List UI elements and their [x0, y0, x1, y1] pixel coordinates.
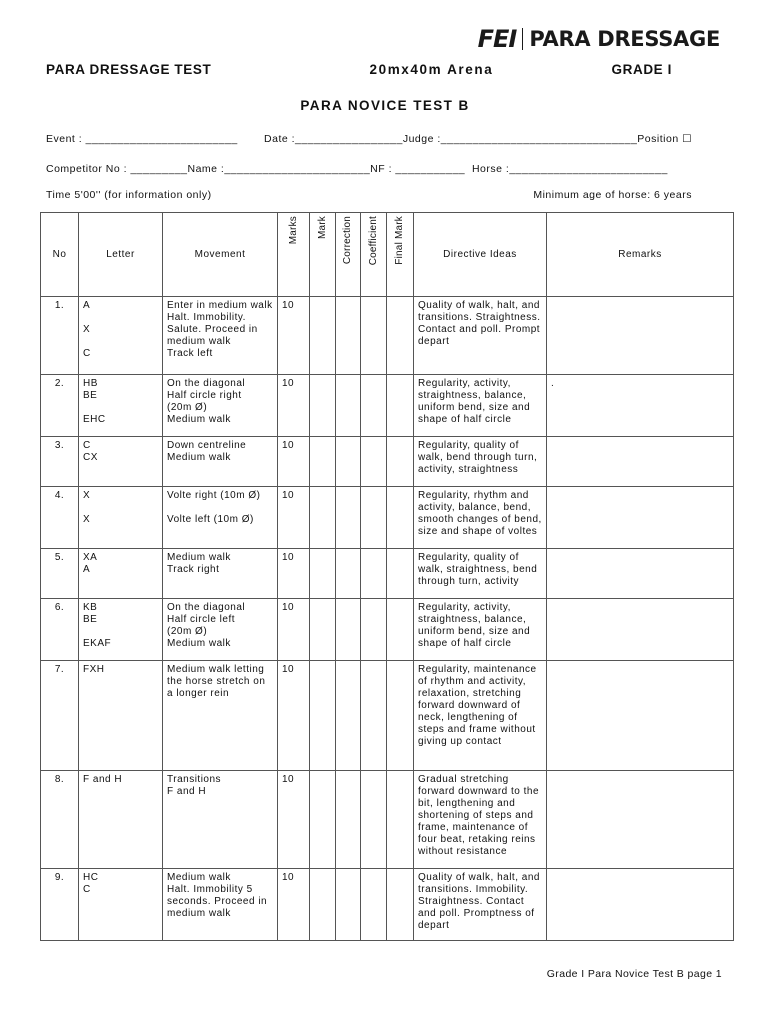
arena-letter: X — [83, 324, 91, 335]
arena-letter — [83, 626, 158, 638]
marks-value: 10 — [278, 437, 310, 487]
mark-cell[interactable] — [310, 869, 336, 941]
correction-cell[interactable] — [336, 661, 361, 771]
movement-number: 8. — [41, 771, 79, 869]
header-marks — [278, 213, 310, 297]
directive-ideas: Regularity, maintenance of rhythm and activity, relaxation, stretching forward downward of neck, lengthening of steps and frame without giving up contact — [414, 661, 547, 771]
marks-value: 10 — [278, 487, 310, 549]
movement-line: Medium walk — [167, 414, 231, 425]
arena-size: 20mx40m Arena — [369, 62, 494, 77]
movement-line: Track right — [167, 564, 220, 575]
directive-ideas: Regularity, quality of walk, straightness, bend through turn, activity — [414, 549, 547, 599]
movement-number: 2. — [41, 375, 79, 437]
final-mark-cell[interactable] — [387, 375, 414, 437]
remarks-cell[interactable] — [547, 599, 734, 661]
arena-letter — [83, 402, 158, 414]
header-remarks: Remarks — [547, 213, 734, 297]
remarks-cell[interactable] — [547, 869, 734, 941]
mark-cell[interactable] — [310, 375, 336, 437]
movement-letters — [79, 437, 163, 487]
final-mark-cell[interactable] — [387, 771, 414, 869]
movement-line: Salute. Proceed in medium walk — [167, 324, 258, 347]
mark-cell[interactable] — [310, 549, 336, 599]
arena-letter: C — [83, 884, 91, 895]
movement-line — [167, 502, 273, 514]
final-mark-cell[interactable] — [387, 487, 414, 549]
final-mark-cell[interactable] — [387, 599, 414, 661]
arena-letter: XA — [83, 552, 98, 563]
movement-letters — [79, 487, 163, 549]
header-marks-label: Marks — [287, 215, 299, 244]
correction-cell[interactable] — [336, 487, 361, 549]
arena-letter — [83, 336, 158, 348]
page-footer: Grade I Para Novice Test B page 1 — [546, 968, 722, 980]
arena-letter: CX — [83, 452, 98, 463]
test-name: PARA NOVICE TEST B — [300, 98, 470, 113]
arena-letter: FXH — [83, 664, 105, 675]
movement-number: 1. — [41, 297, 79, 375]
arena-letter: F and H — [83, 774, 123, 785]
movement-letters — [79, 771, 163, 869]
movement-number: 3. — [41, 437, 79, 487]
fei-para-dressage-logo — [478, 26, 720, 52]
movement-description — [163, 599, 278, 661]
score-sheet-table — [40, 212, 734, 941]
movement-description — [163, 437, 278, 487]
arena-letter: A — [83, 564, 91, 575]
marks-value: 10 — [278, 661, 310, 771]
header-letter: Letter — [79, 213, 163, 297]
arena-letter — [83, 312, 158, 324]
remarks-cell[interactable] — [547, 437, 734, 487]
movement-line: On the diagonal — [167, 378, 246, 389]
arena-letter: X — [83, 514, 91, 525]
table-row — [41, 869, 734, 941]
marks-value: 10 — [278, 771, 310, 869]
movement-line: Transitions — [167, 774, 222, 785]
coefficient-cell[interactable] — [361, 487, 387, 549]
coefficient-cell[interactable] — [361, 437, 387, 487]
movement-letters — [79, 297, 163, 375]
movement-line: Half circle left — [167, 614, 236, 625]
date-judge-position-field: Date :_________________Judge :_______________________________Position ☐ — [264, 133, 692, 145]
movement-number: 5. — [41, 549, 79, 599]
table-row — [41, 297, 734, 375]
final-mark-cell[interactable] — [387, 297, 414, 375]
movement-number: 7. — [41, 661, 79, 771]
movement-line: (20m Ø) — [167, 402, 208, 413]
arena-letter: C — [83, 348, 91, 359]
directive-ideas: Gradual stretching forward downward to the bit, lengthening and shortening of steps and frame, maintenance of four beat, retaking reins without resistance — [414, 771, 547, 869]
movement-letters — [79, 599, 163, 661]
movement-line: Medium walk — [167, 872, 231, 883]
movement-line: Medium walk — [167, 638, 231, 649]
header-mark — [310, 213, 336, 297]
directive-ideas: Regularity, quality of walk, bend through turn, activity, straightness — [414, 437, 547, 487]
movement-description — [163, 297, 278, 375]
arena-letter — [83, 502, 158, 514]
movement-line: Track left — [167, 348, 213, 359]
movement-description — [163, 487, 278, 549]
table-header-row — [41, 213, 734, 297]
movement-line: Volte right (10m Ø) — [167, 490, 261, 501]
header-no: No — [41, 213, 79, 297]
movement-number: 9. — [41, 869, 79, 941]
coefficient-cell[interactable] — [361, 869, 387, 941]
table-row — [41, 599, 734, 661]
movement-description — [163, 375, 278, 437]
remarks-cell[interactable] — [547, 549, 734, 599]
coefficient-cell[interactable] — [361, 771, 387, 869]
movement-line: Down centreline — [167, 440, 247, 451]
final-mark-cell[interactable] — [387, 549, 414, 599]
directive-ideas: Regularity, activity, straightness, balance, uniform bend, size and shape of half circle — [414, 375, 547, 437]
movement-line: F and H — [167, 786, 207, 797]
logo-text: PARA DRESSAGE — [529, 27, 720, 51]
table-row — [41, 661, 734, 771]
final-mark-cell[interactable] — [387, 869, 414, 941]
directive-ideas: Quality of walk, halt, and transitions. Straightness. Contact and poll. Prompt depart — [414, 297, 547, 375]
directive-ideas: Quality of walk, halt, and transitions. Immobility. Straightness. Contact and poll. Promptness of depart — [414, 869, 547, 941]
remarks-cell[interactable] — [547, 487, 734, 549]
correction-cell[interactable] — [336, 869, 361, 941]
header-final-mark-label: Final Mark — [394, 215, 405, 265]
arena-letter: KB — [83, 602, 98, 613]
table-row — [41, 549, 734, 599]
header-correction — [336, 213, 361, 297]
remarks-cell[interactable] — [547, 661, 734, 771]
directive-ideas: Regularity, activity, straightness, balance, uniform bend, size and shape of half circle — [414, 599, 547, 661]
movement-line: Medium walk — [167, 452, 231, 463]
coefficient-cell[interactable] — [361, 661, 387, 771]
minimum-horse-age: Minimum age of horse: 6 years — [533, 189, 692, 201]
coefficient-cell[interactable] — [361, 599, 387, 661]
test-type-title: PARA DRESSAGE TEST — [46, 62, 212, 77]
movement-letters — [79, 661, 163, 771]
marks-value: 10 — [278, 375, 310, 437]
correction-cell[interactable] — [336, 771, 361, 869]
remarks-cell[interactable]: . — [547, 375, 734, 437]
arena-letter: BE — [83, 390, 98, 401]
table-row — [41, 487, 734, 549]
movement-number: 4. — [41, 487, 79, 549]
movement-line: Volte left (10m Ø) — [167, 514, 254, 525]
header-coefficient-label: Coefficient — [367, 215, 379, 265]
movement-line: Halt. Immobility. — [167, 312, 246, 323]
arena-letter: EKAF — [83, 638, 112, 649]
header-directive-ideas: Directive Ideas — [414, 213, 547, 297]
arena-letter: C — [83, 440, 91, 451]
movement-line: Halt. Immobility 5 seconds. Proceed in medium walk — [167, 884, 268, 919]
header-correction-label: Correction — [342, 215, 353, 264]
correction-cell[interactable] — [336, 549, 361, 599]
fei-logo-mark: FEI — [477, 25, 517, 53]
header-movement: Movement — [163, 213, 278, 297]
arena-letter: BE — [83, 614, 98, 625]
arena-letter: A — [83, 300, 91, 311]
correction-cell[interactable] — [336, 297, 361, 375]
mark-cell[interactable] — [310, 661, 336, 771]
movement-line: Medium walk — [167, 552, 231, 563]
arena-letter: EHC — [83, 414, 106, 425]
marks-value: 10 — [278, 549, 310, 599]
movement-line: On the diagonal — [167, 602, 246, 613]
title-row — [46, 62, 672, 77]
movement-line: Enter in medium walk — [167, 300, 273, 311]
movement-letters — [79, 869, 163, 941]
movement-description — [163, 661, 278, 771]
final-mark-cell[interactable] — [387, 661, 414, 771]
arena-letter: X — [83, 490, 91, 501]
remarks-cell[interactable] — [547, 771, 734, 869]
movement-description — [163, 771, 278, 869]
event-field: Event : ________________________ — [46, 133, 238, 145]
mark-cell[interactable] — [310, 437, 336, 487]
movement-description — [163, 549, 278, 599]
grade-label: GRADE I — [611, 62, 672, 77]
coefficient-cell[interactable] — [361, 375, 387, 437]
movement-line: Medium walk letting the horse stretch on a longer rein — [167, 664, 266, 699]
mark-cell[interactable] — [310, 487, 336, 549]
movement-line: (20m Ø) — [167, 626, 208, 637]
time-info: Time 5'00'' (for information only) — [46, 189, 212, 201]
coefficient-cell[interactable] — [361, 549, 387, 599]
header-mark-label: Mark — [316, 215, 328, 239]
arena-letter: HC — [83, 872, 99, 883]
movement-number: 6. — [41, 599, 79, 661]
correction-cell[interactable] — [336, 375, 361, 437]
movement-letters — [79, 375, 163, 437]
table-row — [41, 437, 734, 487]
directive-ideas: Regularity, rhythm and activity, balance, bend, smooth changes of bend, size and shape of voltes — [414, 487, 547, 549]
marks-value: 10 — [278, 869, 310, 941]
arena-letter: HB — [83, 378, 98, 389]
remarks-cell[interactable] — [547, 297, 734, 375]
competitor-line: Competitor No : _________Name :_______________________NF : ___________ Horse :_________________________ — [46, 163, 668, 175]
mark-cell[interactable] — [310, 599, 336, 661]
movement-description — [163, 869, 278, 941]
header-coefficient — [361, 213, 387, 297]
movement-line: Half circle right — [167, 390, 242, 401]
correction-cell[interactable] — [336, 599, 361, 661]
table-row — [41, 375, 734, 437]
correction-cell[interactable] — [336, 437, 361, 487]
final-mark-cell[interactable] — [387, 437, 414, 487]
mark-cell[interactable] — [310, 297, 336, 375]
header-final-mark — [387, 213, 414, 297]
logo-divider — [522, 28, 523, 50]
coefficient-cell[interactable] — [361, 297, 387, 375]
table-row — [41, 771, 734, 869]
marks-value: 10 — [278, 297, 310, 375]
marks-value: 10 — [278, 599, 310, 661]
mark-cell[interactable] — [310, 771, 336, 869]
movement-letters — [79, 549, 163, 599]
